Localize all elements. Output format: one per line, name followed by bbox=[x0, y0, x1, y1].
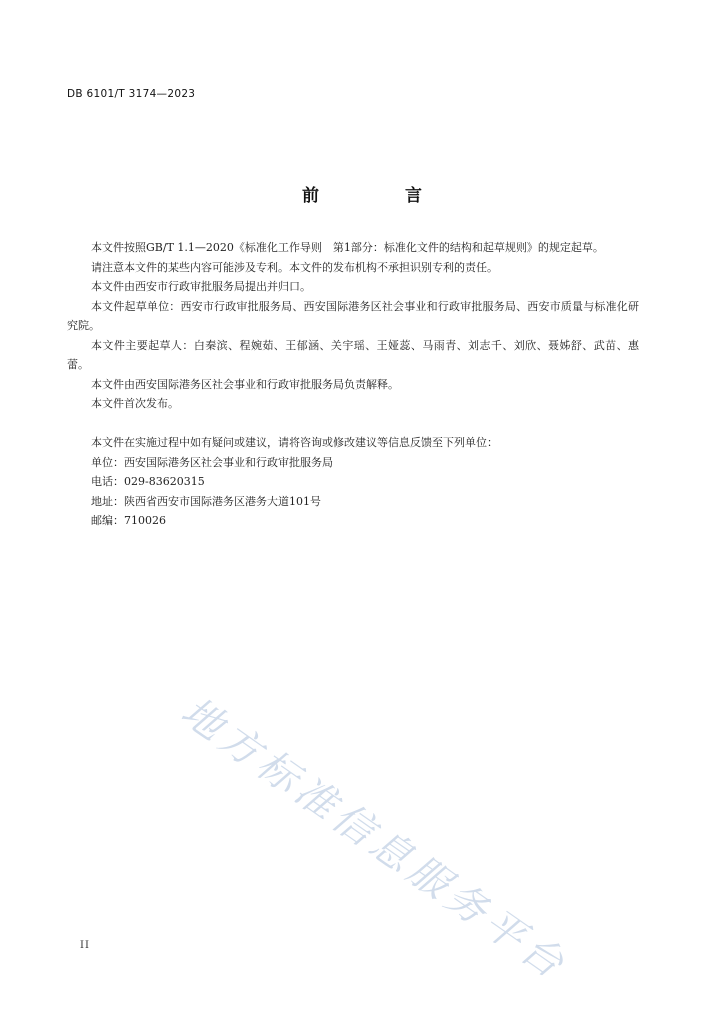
contact-phone: 电话：029-83620315 bbox=[91, 475, 205, 488]
paragraph-interpretation: 本文件由西安国际港务区社会事业和行政审批服务局负责解释。 bbox=[91, 377, 399, 391]
paragraph-drafting-units: 本文件起草单位：西安市行政审批服务局、西安国际港务区社会事业和行政审批服务局、西安市质量与标准化研究院。 bbox=[67, 299, 639, 332]
watermark-text: 地方标准信息服务平台 bbox=[172, 688, 576, 991]
paragraph-proposer: 本文件由西安市行政审批服务局提出并归口。 bbox=[91, 280, 311, 293]
paragraph-patent-notice: 请注意本文件的某些内容可能涉及专利。本文件的发布机构不承担识别专利的责任。 bbox=[91, 260, 498, 274]
contact-unit: 单位：西安国际港务区社会事业和行政审批服务局 bbox=[91, 455, 333, 469]
standard-code: DB 6101/T 3174—2023 bbox=[67, 88, 196, 100]
contact-address: 地址：陕西省西安市国际港务区港务大道101号 bbox=[91, 494, 321, 508]
page-number: II bbox=[80, 940, 90, 951]
contact-postcode: 邮编：710026 bbox=[91, 514, 166, 527]
contact-intro: 本文件在实施过程中如有疑问或建议，请将咨询或修改建议等信息反馈至下列单位： bbox=[91, 436, 498, 449]
paragraph-drafting-rules: 本文件按照GB/T 1.1—2020《标准化工作导则 第1部分：标准化文件的结构和起草规则》的规定起草。 bbox=[91, 241, 604, 254]
page-title: 前 言 bbox=[302, 186, 462, 206]
foreword-body bbox=[67, 238, 639, 531]
paragraph-first-release: 本文件首次发布。 bbox=[91, 397, 179, 410]
paragraph-drafters: 本文件主要起草人：白秦滨、程婉茹、王郁涵、关宇瑶、王娅蕊、马雨青、刘志千、刘欣、聂姊舒、武苗、惠蕾。 bbox=[67, 338, 639, 371]
paragraph-spacer bbox=[67, 414, 639, 434]
